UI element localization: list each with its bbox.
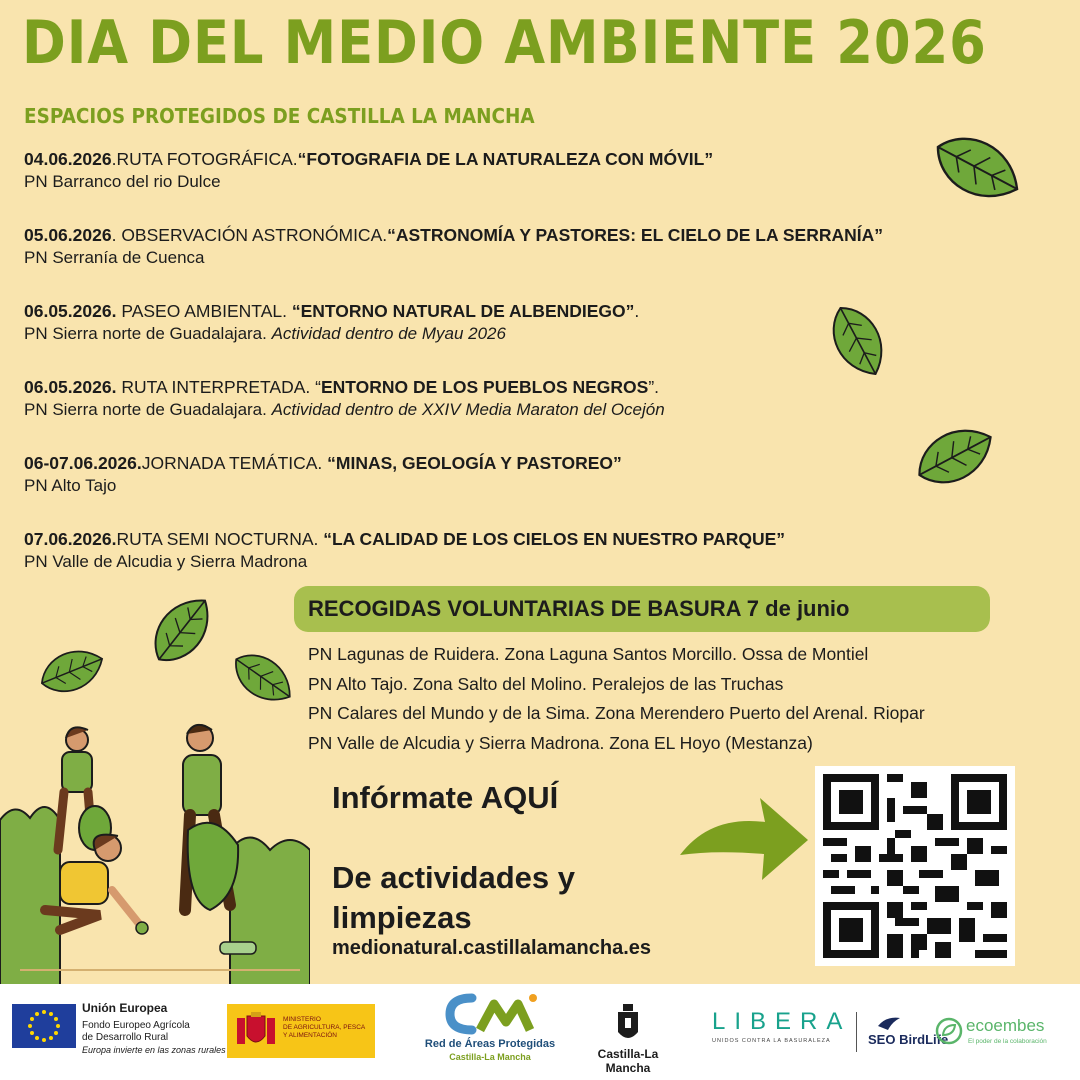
footer-logos	[0, 984, 1080, 1080]
activity-note: Actividad dentro de XXIV Media Maraton del Ocejón	[271, 400, 665, 419]
ecoembes-logo: ecoembes El poder de la colaboración	[934, 1016, 964, 1051]
seo-birdlife-logo: SEO BirdLife	[868, 1014, 948, 1047]
activity-item	[24, 148, 984, 224]
page-title: DIA DEL MEDIO AMBIENTE 2026	[22, 8, 987, 78]
activity-date: 07.06.2026.	[24, 529, 117, 549]
activity-date: 04.06.2026	[24, 149, 112, 169]
libera-logo: LIBERA UNIDOS CONTRA LA BASURALEZA	[712, 1008, 852, 1044]
activity-item	[24, 452, 984, 528]
leaf-icon	[142, 585, 222, 675]
activity-date: 06.05.2026.	[24, 377, 117, 397]
cleanup-item: PN Calares del Mundo y de la Sima. Zona Merendero Puerto del Arenal. Riopar	[308, 703, 925, 723]
cm-mountain-icon	[442, 992, 538, 1038]
ecoembes-leaf-icon	[934, 1016, 964, 1046]
activity-park: PN Sierra norte de Guadalajara.	[24, 400, 272, 419]
arrow-right-icon	[680, 780, 812, 890]
info-subtitle: De actividades y limpiezas	[332, 860, 575, 935]
activity-name: ENTORNO DE LOS PUEBLOS NEGROS	[320, 377, 649, 397]
activity-item: 06.05.2026. RUTA INTERPRETADA. “ENTORNO DE LOS PUEBLOS NEGROS”. PN Sierra norte de Guadalajara. Actividad dentro de XXIV Media Maraton del Ocejón	[24, 377, 665, 419]
cleanup-list	[308, 640, 925, 758]
activity-type: . OBSERVACIÓN ASTRONÓMICA.	[111, 225, 388, 245]
activity-type: JORNADA TEMÁTICA.	[141, 453, 328, 473]
activity-park: PN Alto Tajo	[24, 476, 117, 495]
logo-divider	[856, 1012, 857, 1052]
qr-code-icon[interactable]	[815, 766, 1015, 966]
activity-name: “ASTRONOMÍA Y PASTORES: EL CIELO DE LA SERRANÍA”	[387, 225, 883, 245]
activity-name: “MINAS, GEOLOGÍA Y PASTOREO”	[327, 453, 622, 473]
info-url[interactable]: medionatural.castillalamancha.es	[332, 937, 652, 959]
activity-date: 05.06.2026	[24, 225, 112, 245]
ministry-logo: MINISTERIO DE AGRICULTURA, PESCA Y ALIMENTACIÓN	[227, 1004, 375, 1058]
activity-note: Actividad dentro de Myau 2026	[271, 324, 506, 343]
leaf-icon	[28, 642, 116, 700]
leaf-icon	[228, 648, 298, 708]
cleanup-title-tail: de junio	[759, 596, 850, 621]
castilla-la-mancha-logo: Castilla-La Mancha	[578, 1002, 678, 1072]
activity-type: .RUTA FOTOGRÁFICA.	[111, 149, 298, 169]
info-title: Infórmate AQUÍ	[332, 780, 559, 815]
leaf-icon	[915, 128, 1040, 208]
bird-icon	[876, 1014, 902, 1032]
cleanup-item: PN Valle de Alcudia y Sierra Madrona. Zona EL Hoyo (Mestanza)	[308, 732, 813, 753]
activity-park: PN Valle de Alcudia y Sierra Madrona	[24, 552, 308, 571]
leaf-icon	[818, 286, 898, 396]
activity-name: “ENTORNO NATURAL DE ALBENDIEGO”	[291, 301, 635, 321]
cleanup-banner	[294, 586, 990, 632]
activity-type: PASEO AMBIENTAL.	[116, 301, 292, 321]
activity-name: “FOTOGRAFIA DE LA NATURALEZA CON MÓVIL”	[297, 149, 714, 169]
volunteers-illustration	[0, 700, 310, 985]
activity-park: PN Sierra norte de Guadalajara.	[24, 324, 272, 343]
eu-logo-text: Unión Europea Fondo Europeo Agrícola de Desarrollo Rural Europa invierte en las zonas rurales	[82, 1001, 226, 1055]
activity-name: “LA CALIDAD DE LOS CIELOS EN NUESTRO PARQUE”	[323, 529, 786, 549]
red-areas-logo: Red de Áreas Protegidas Castilla-La Mancha	[415, 992, 565, 1072]
castle-shield-icon	[614, 1002, 642, 1046]
activity-park: PN Serranía de Cuenca	[24, 248, 205, 267]
page-subtitle: ESPACIOS PROTEGIDOS DE CASTILLA LA MANCHA	[24, 104, 535, 128]
activity-park: PN Barranco del rio Dulce	[24, 172, 221, 191]
spain-shield-icon	[235, 1010, 277, 1052]
cleanup-title: RECOGIDAS VOLUNTARIAS DE BASURA 7	[308, 596, 760, 621]
activity-type: RUTA INTERPRETADA. “	[116, 377, 321, 397]
activity-date: 06.05.2026.	[24, 301, 117, 321]
cleanup-item: PN Alto Tajo. Zona Salto del Molino. Peralejos de las Truchas	[308, 673, 784, 694]
eu-flag-icon	[12, 1004, 76, 1048]
activity-date: 06-07.06.2026.	[24, 453, 142, 473]
activity-type: RUTA SEMI NOCTURNA.	[116, 529, 324, 549]
activity-item: 06.05.2026. PASEO AMBIENTAL. “ENTORNO NATURAL DE ALBENDIEGO”. PN Sierra norte de Guadalajara. Actividad dentro de Myau 2026	[24, 301, 640, 343]
leaf-icon	[905, 420, 1005, 492]
cleanup-item: PN Lagunas de Ruidera. Zona Laguna Santos Morcillo. Ossa de Montiel	[308, 644, 869, 664]
